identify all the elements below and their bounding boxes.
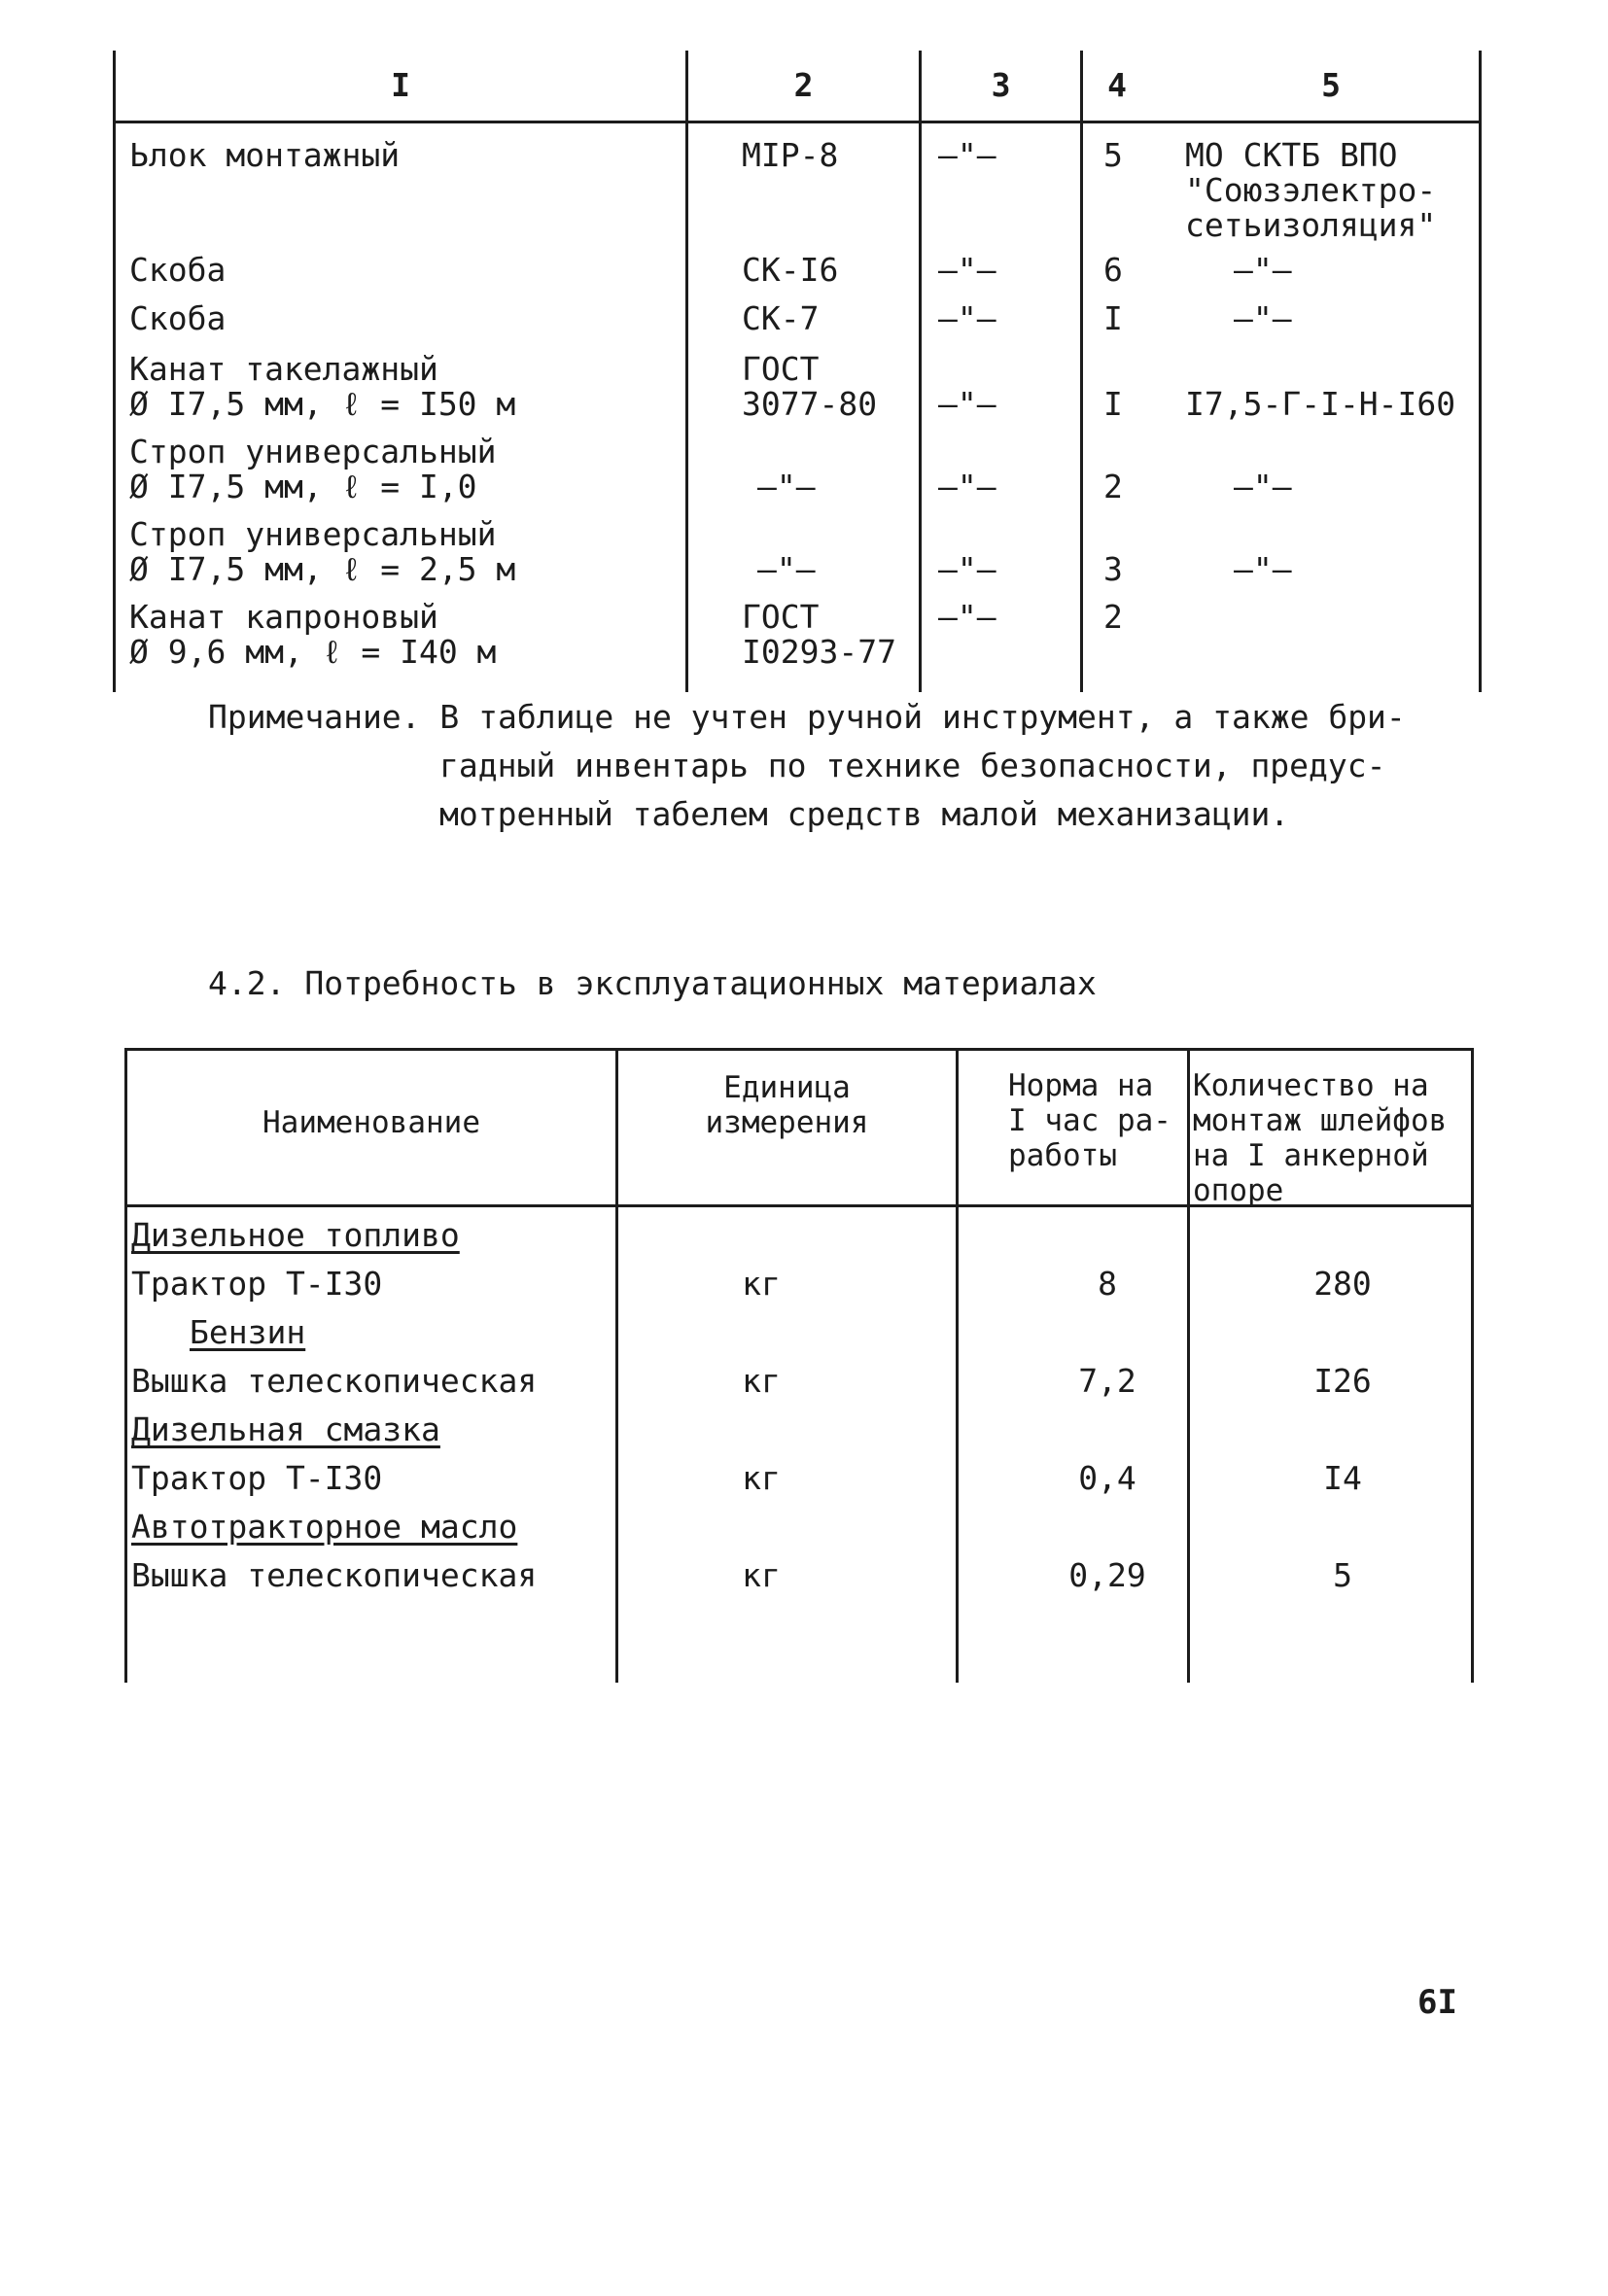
header-qty-line: монтаж шлейфов <box>1193 1103 1448 1138</box>
table-row <box>127 1261 1471 1309</box>
item-name <box>129 517 683 587</box>
item-col3: –"– <box>938 385 996 423</box>
page-number: 6I <box>1417 1983 1457 2022</box>
header-col-4: 4 <box>1107 66 1127 104</box>
material-quantity: I26 <box>1313 1362 1372 1400</box>
item-col3: –"– <box>938 468 996 505</box>
item-note <box>1185 138 1477 243</box>
note-line-2: гадный инвентарь по технике безопасности, предус- <box>439 747 1386 784</box>
equipment-table-header <box>116 51 1479 123</box>
item-note: –"– <box>1234 550 1292 588</box>
header-unit <box>618 1070 956 1140</box>
item-name <box>129 435 683 504</box>
material-norm: 8 <box>1098 1265 1117 1303</box>
name-line: Строп универсальный <box>129 515 497 553</box>
column-divider <box>685 51 688 692</box>
material-unit: кг <box>742 1265 781 1303</box>
item-name: Скоба <box>129 251 227 289</box>
item-mark: –"– <box>757 468 816 505</box>
item-qty: 5 <box>1103 136 1123 174</box>
category-label: Автотракторное масло <box>131 1508 518 1546</box>
table-note <box>208 693 1406 839</box>
category-label: Бензин <box>190 1313 306 1351</box>
header-norm <box>1008 1068 1193 1173</box>
category-row <box>127 1212 1471 1261</box>
material-quantity: 5 <box>1333 1556 1352 1594</box>
material-consumer: Трактор Т-I30 <box>131 1265 383 1303</box>
material-quantity: 280 <box>1313 1265 1372 1303</box>
table-row <box>127 1455 1471 1504</box>
header-col-1: I <box>391 66 410 104</box>
item-name: Ьлок монтажный <box>129 136 401 174</box>
name-line: Строп универсальный <box>129 433 497 470</box>
note-line: сетьизоляция" <box>1185 206 1437 244</box>
header-col-3: 3 <box>991 66 1011 104</box>
material-unit: кг <box>742 1362 781 1400</box>
header-norm-line: I час ра- <box>1008 1103 1171 1138</box>
item-mark: –"– <box>757 550 816 588</box>
material-consumer: Вышка телескопическая <box>131 1556 538 1594</box>
category-label: Дизельная смазка <box>131 1410 440 1448</box>
mark-line: I0293-77 <box>742 633 896 671</box>
item-note: –"– <box>1234 468 1292 505</box>
header-unit-line: измерения <box>705 1105 869 1140</box>
note-line-3: мотренный табелем средств малой механизации. <box>439 795 1290 833</box>
item-col3: –"– <box>938 598 996 636</box>
mark-line: ГОСТ <box>742 350 820 388</box>
item-name <box>129 600 683 670</box>
item-note: –"– <box>1234 299 1292 337</box>
item-mark <box>742 600 956 670</box>
header-unit-line: Единица <box>723 1070 851 1105</box>
item-mark: СК-7 <box>742 299 820 337</box>
section-title: 4.2. Потребность в эксплуатационных материалах <box>208 964 1097 1002</box>
materials-table-header <box>127 1051 1471 1207</box>
item-mark <box>742 352 956 422</box>
header-col-2: 2 <box>793 66 814 104</box>
category-row <box>127 1309 1471 1358</box>
material-consumer: Вышка телескопическая <box>131 1362 538 1400</box>
note-line: "Союзэлектро- <box>1185 171 1437 209</box>
header-norm-line: Норма на <box>1008 1068 1154 1103</box>
materials-table <box>124 1048 1474 1683</box>
name-line: Ø 9,6 мм, ℓ = I40 м <box>129 633 497 671</box>
item-mark: МIР-8 <box>742 136 839 174</box>
item-qty: I <box>1103 299 1123 337</box>
item-col3: –"– <box>938 136 996 174</box>
name-line: Ø I7,5 мм, ℓ = 2,5 м <box>129 550 516 588</box>
equipment-table <box>113 51 1482 692</box>
item-name: Скоба <box>129 299 227 337</box>
name-line: Ø I7,5 мм, ℓ = I50 м <box>129 385 516 423</box>
material-quantity: I4 <box>1323 1459 1362 1497</box>
name-line: Канат капроновый <box>129 598 438 636</box>
item-qty: I <box>1103 385 1123 423</box>
material-norm: 0,29 <box>1068 1556 1146 1594</box>
table-row <box>127 1552 1471 1601</box>
header-qty <box>1193 1068 1475 1208</box>
item-note: I7,5-Г-I-Н-I60 <box>1185 385 1456 423</box>
item-qty: 2 <box>1103 598 1123 636</box>
name-line: Канат такелажный <box>129 350 438 388</box>
category-label: Дизельное топливо <box>131 1216 460 1254</box>
item-qty: 6 <box>1103 251 1123 289</box>
table-row <box>127 1358 1471 1407</box>
material-norm: 0,4 <box>1078 1459 1136 1497</box>
mark-line: 3077-80 <box>742 385 878 423</box>
item-name <box>129 352 683 422</box>
item-mark: СК-I6 <box>742 251 839 289</box>
mark-line: ГОСТ <box>742 598 820 636</box>
header-qty-line: на I анкерной <box>1193 1138 1429 1173</box>
item-col3: –"– <box>938 299 996 337</box>
note-line: МО СКТБ ВПО <box>1185 136 1398 174</box>
category-row <box>127 1504 1471 1552</box>
header-qty-line: опоре <box>1193 1173 1284 1208</box>
name-line: Ø I7,5 мм, ℓ = I,0 <box>129 468 477 505</box>
note-line-1: Примечание. В таблице не учтен ручной инструмент, а также бри- <box>208 698 1406 736</box>
item-col3: –"– <box>938 550 996 588</box>
item-col3: –"– <box>938 251 996 289</box>
header-name: Наименование <box>262 1105 480 1140</box>
material-consumer: Трактор Т-I30 <box>131 1459 383 1497</box>
item-note: –"– <box>1234 251 1292 289</box>
header-col-5: 5 <box>1321 66 1341 104</box>
header-qty-line: Количество на <box>1193 1068 1429 1103</box>
material-unit: кг <box>742 1556 781 1594</box>
material-unit: кг <box>742 1459 781 1497</box>
item-qty: 2 <box>1103 468 1123 505</box>
item-qty: 3 <box>1103 550 1123 588</box>
category-row <box>127 1407 1471 1455</box>
material-norm: 7,2 <box>1078 1362 1136 1400</box>
header-norm-line: работы <box>1008 1138 1117 1173</box>
